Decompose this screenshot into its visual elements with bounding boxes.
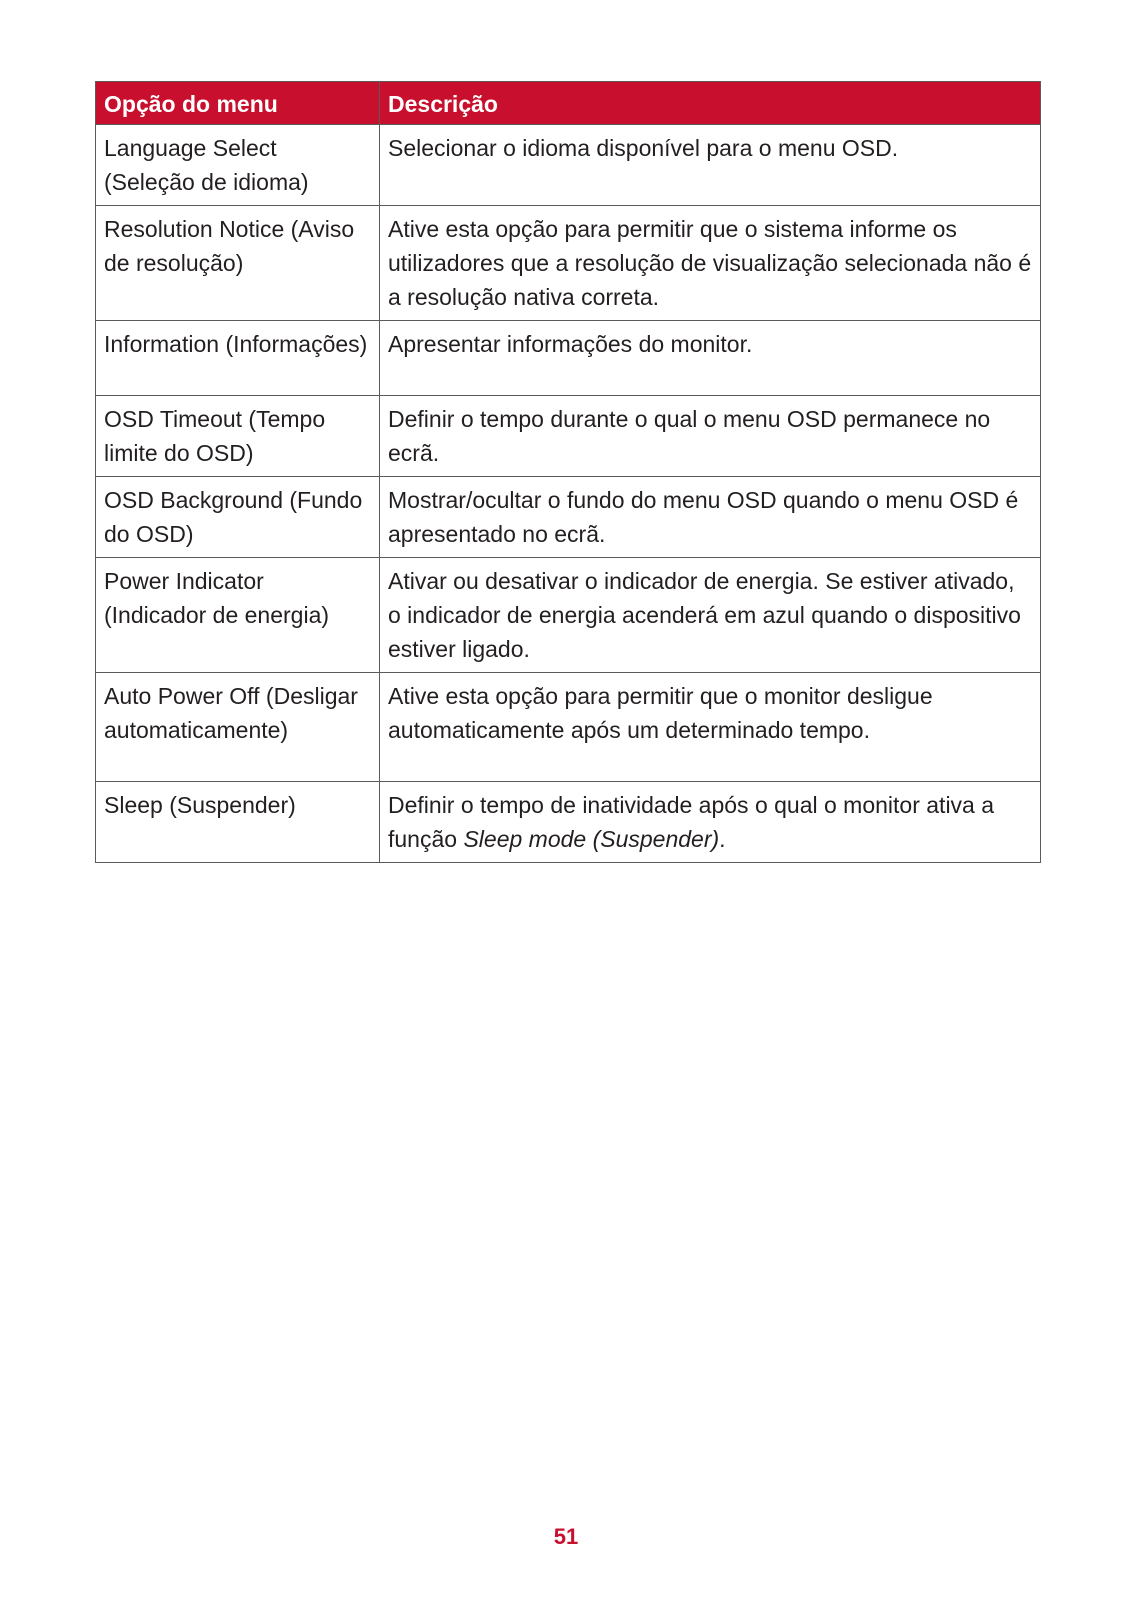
table-row xyxy=(96,125,1041,206)
row-option: Language Select (Seleção de idioma) xyxy=(96,125,380,206)
page-number: 51 xyxy=(553,1524,579,1549)
description-suffix: . xyxy=(719,826,726,852)
row-option: Power Indicator (Indicador de energia) xyxy=(96,558,380,673)
row-option: OSD Background (Fundo do OSD) xyxy=(96,477,380,558)
header-menu-option: Opção do menu xyxy=(96,82,380,125)
table-header-row xyxy=(96,82,1041,125)
description-text: Definir o tempo de inatividade após o qual o monitor ativa a função xyxy=(388,792,995,852)
header-description: Descrição xyxy=(380,82,1041,125)
row-description: Definir o tempo durante o qual o menu OSD permanece no ecrã. xyxy=(380,396,1041,477)
row-description: Selecionar o idioma disponível para o menu OSD. xyxy=(380,125,1041,206)
sleep-mode-emphasis: Sleep mode (Suspender) xyxy=(463,826,720,852)
row-description: Ativar ou desativar o indicador de energia. Se estiver ativado, o indicador de energia acenderá em azul quando o dispositivo estiver ligado. xyxy=(380,558,1041,673)
row-description xyxy=(380,782,1041,863)
table-row xyxy=(96,558,1041,673)
row-description: Ative esta opção para permitir que o sistema informe os utilizadores que a resolução de visualização selecionada não é a resolução nativa correta. xyxy=(380,206,1041,321)
table-row xyxy=(96,321,1041,396)
table-row xyxy=(96,396,1041,477)
table-row xyxy=(96,477,1041,558)
row-option: Resolution Notice (Aviso de resolução) xyxy=(96,206,380,321)
table-row xyxy=(96,782,1041,863)
row-option: Information (Informações) xyxy=(96,321,380,396)
menu-options-table xyxy=(95,81,1041,863)
row-description: Ative esta opção para permitir que o monitor desligue automaticamente após um determinado tempo. xyxy=(380,673,1041,782)
row-option: Auto Power Off (Desligar automaticamente) xyxy=(96,673,380,782)
row-description: Mostrar/ocultar o fundo do menu OSD quando o menu OSD é apresentado no ecrã. xyxy=(380,477,1041,558)
table-row xyxy=(96,673,1041,782)
row-description: Apresentar informações do monitor. xyxy=(380,321,1041,396)
row-option: Sleep (Suspender) xyxy=(96,782,380,863)
table-row xyxy=(96,206,1041,321)
row-option: OSD Timeout (Tempo limite do OSD) xyxy=(96,396,380,477)
